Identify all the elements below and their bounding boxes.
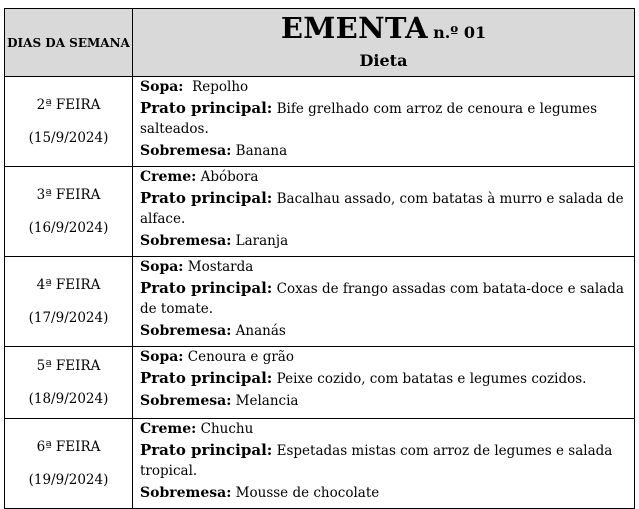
dessert-label: Sobremesa: <box>140 143 232 159</box>
table-row <box>5 77 635 167</box>
first-course: Repolho <box>192 79 249 95</box>
main-course-label: Prato principal: <box>140 441 273 459</box>
main-course: Espetadas mistas com arroz de legumes e salada tropical. <box>140 443 613 479</box>
menu-title: EMENTA <box>280 11 428 45</box>
dessert: Melancia <box>235 393 299 409</box>
day-date: (15/9/2024) <box>28 130 109 146</box>
table-row <box>5 257 635 347</box>
day-name: 6ª FEIRA <box>36 439 101 455</box>
first-course-label: Sopa: <box>140 349 184 365</box>
dessert-label: Sobremesa: <box>140 233 232 249</box>
dessert-label: Sobremesa: <box>140 485 232 501</box>
meals-cell <box>133 257 635 347</box>
day-cell <box>5 347 133 419</box>
dessert: Mousse de chocolate <box>235 485 380 501</box>
header-row <box>5 9 635 77</box>
dessert: Laranja <box>235 233 289 249</box>
day-name: 2ª FEIRA <box>36 97 101 113</box>
menu-table <box>4 8 635 509</box>
menu-number: n.º 01 <box>433 23 487 42</box>
day-cell <box>5 77 133 167</box>
table-row <box>5 419 635 509</box>
dessert-label: Sobremesa: <box>140 393 232 409</box>
day-cell <box>5 419 133 509</box>
menu-header <box>133 9 635 77</box>
meals-cell <box>133 167 635 257</box>
first-course-label: Creme: <box>140 421 197 437</box>
day-date: (18/9/2024) <box>28 391 109 407</box>
main-course: Coxas de frango assadas com batata-doce e salada de tomate. <box>140 281 624 317</box>
main-course-label: Prato principal: <box>140 279 273 297</box>
meals-cell <box>133 419 635 509</box>
day-name: 4ª FEIRA <box>36 277 101 293</box>
main-course-label: Prato principal: <box>140 99 273 117</box>
dessert-label: Sobremesa: <box>140 323 232 339</box>
first-course-label: Sopa: <box>140 79 184 95</box>
main-course-label: Prato principal: <box>140 189 273 207</box>
first-course: Chuchu <box>200 421 254 437</box>
day-name: 5ª FEIRA <box>36 358 101 374</box>
table-row <box>5 167 635 257</box>
day-cell <box>5 257 133 347</box>
first-course: Abóbora <box>200 169 259 185</box>
day-date: (17/9/2024) <box>28 310 109 326</box>
first-course: Cenoura e grão <box>187 349 294 365</box>
day-cell <box>5 167 133 257</box>
days-column-header: DIAS DA SEMANA <box>5 9 133 77</box>
dessert: Banana <box>235 143 288 159</box>
meals-cell <box>133 77 635 167</box>
table-row <box>5 347 635 419</box>
day-date: (16/9/2024) <box>28 220 109 236</box>
main-course: Peixe cozido, com batatas e legumes cozidos. <box>276 371 587 387</box>
first-course-label: Creme: <box>140 169 197 185</box>
meals-cell <box>133 347 635 419</box>
main-course: Bife grelhado com arroz de cenoura e legumes salteados. <box>140 101 598 137</box>
day-date: (19/9/2024) <box>28 472 109 488</box>
dessert: Ananás <box>235 323 286 339</box>
main-course-label: Prato principal: <box>140 369 273 387</box>
first-course-label: Sopa: <box>140 259 184 275</box>
first-course: Mostarda <box>187 259 254 275</box>
main-course: Bacalhau assado, com batatas à murro e salada de alface. <box>140 191 624 227</box>
day-name: 3ª FEIRA <box>36 187 101 203</box>
menu-subtitle: Dieta <box>359 51 408 70</box>
